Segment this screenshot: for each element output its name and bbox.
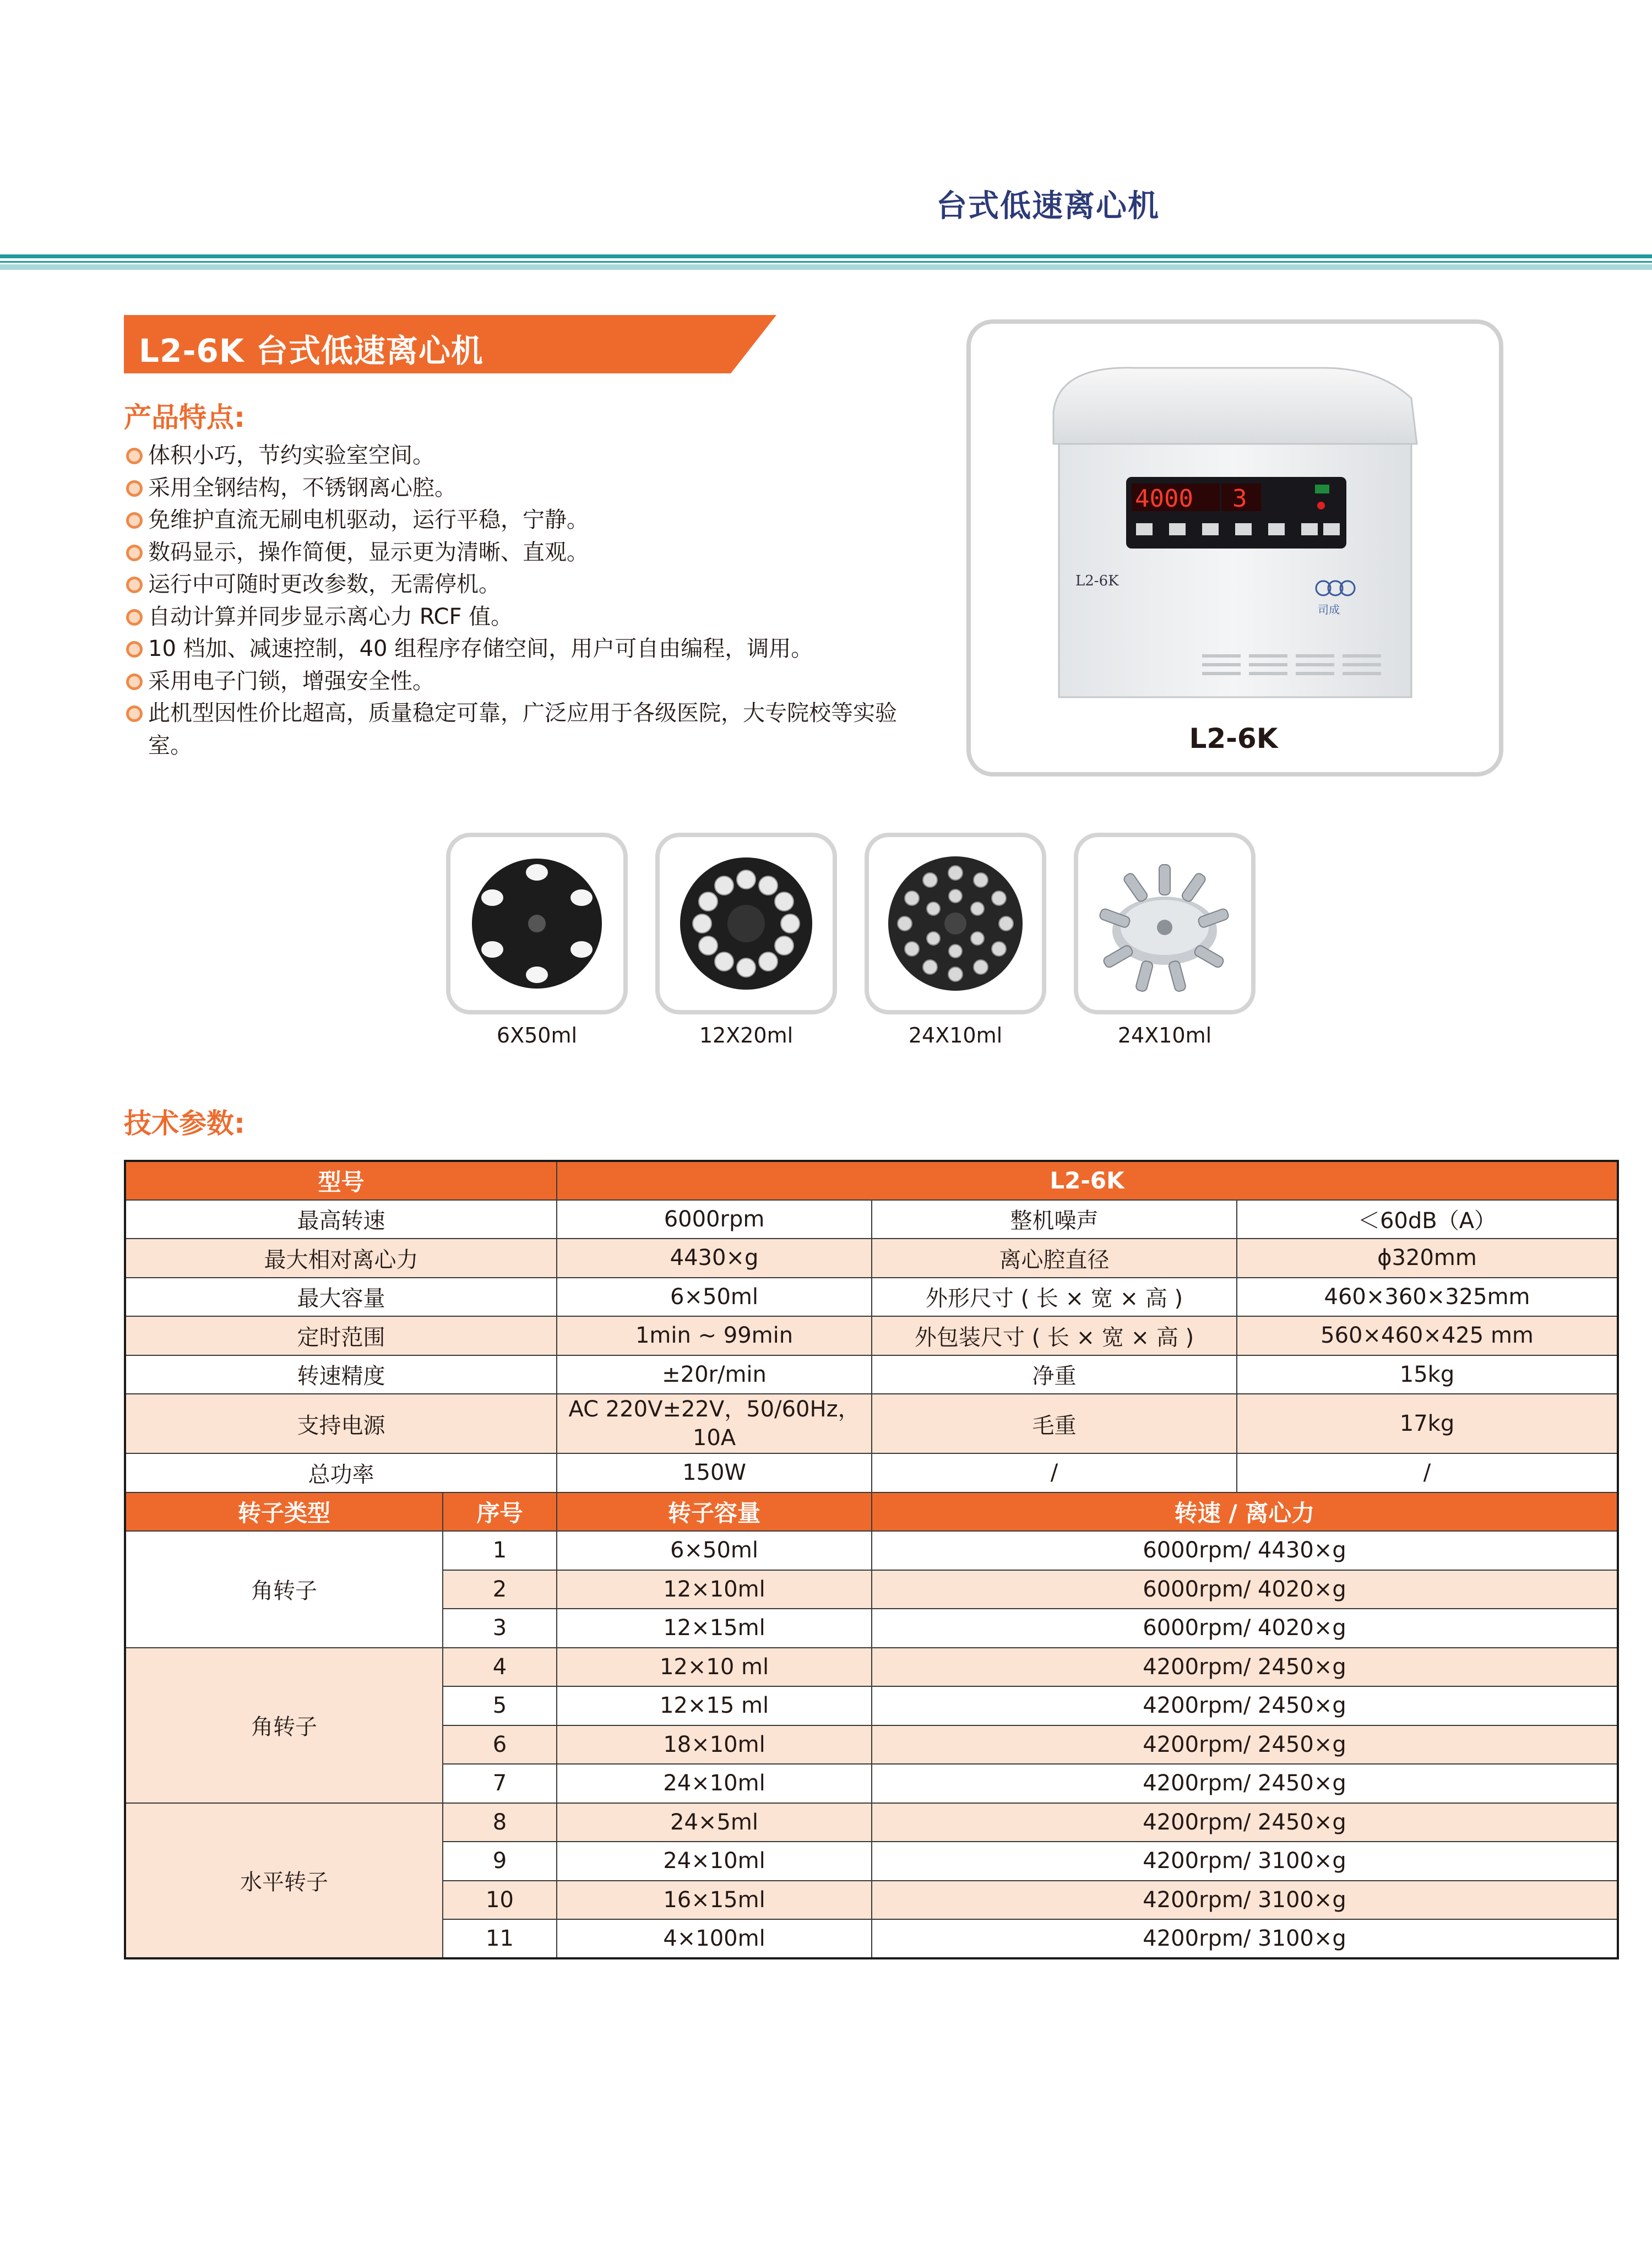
feature-item: 数码显示，操作简便，显示更为清晰、直观。	[124, 536, 950, 569]
spec-value-line: AC 220V±22V，50/60Hz，	[568, 1397, 860, 1422]
rotor-no: 11	[443, 1919, 557, 1958]
brand-logo-text: 司成	[1318, 603, 1340, 616]
feature-list	[124, 439, 950, 762]
rotor-capacity: 24×5ml	[557, 1803, 872, 1842]
spec-key: 净重	[872, 1355, 1237, 1394]
rotor-no: 9	[443, 1842, 557, 1881]
specs-heading: 技术参数:	[124, 1108, 245, 1139]
rotor-no: 7	[443, 1764, 557, 1803]
spec-value: 4430×g	[557, 1239, 872, 1278]
features-heading: 产品特点:	[124, 401, 245, 433]
rotor-caption: 24X10ml	[1117, 1023, 1212, 1047]
table-row	[125, 1531, 1618, 1570]
table-row	[125, 1394, 1618, 1453]
table-row	[125, 1316, 1618, 1355]
rotor-capacity: 18×10ml	[557, 1725, 872, 1765]
spec-table	[124, 1160, 1619, 1959]
header-rule-light	[0, 264, 1652, 270]
rotor-6x50-image	[450, 837, 623, 1010]
rotor-no: 3	[443, 1609, 557, 1648]
product-banner-title: L2-6K 台式低速离心机	[139, 332, 483, 370]
rotor-capacity: 12×15 ml	[557, 1686, 872, 1725]
rotor-caption: 6X50ml	[496, 1023, 578, 1047]
table-row	[125, 1239, 1618, 1278]
table-row	[125, 1803, 1618, 1842]
rotor-swing-bucket-image	[1078, 837, 1251, 1010]
rotor-12x20-image	[660, 837, 833, 1010]
spec-value-line: 10A	[692, 1425, 736, 1451]
rotor-no: 10	[443, 1881, 557, 1920]
display-program: 3	[1232, 485, 1247, 513]
rotor-speed: 4200rpm/ 2450×g	[872, 1686, 1618, 1725]
rotor-no: 1	[443, 1531, 557, 1570]
page-title: 台式低速离心机	[936, 188, 1160, 224]
rotor-header-row	[125, 1492, 1618, 1532]
rotor-speed: 4200rpm/ 2450×g	[872, 1803, 1618, 1842]
rotor-speed: 4200rpm/ 2450×g	[872, 1725, 1618, 1765]
spec-value: 460×360×325mm	[1237, 1278, 1618, 1317]
header-model-label: 型号	[125, 1161, 557, 1200]
rotor-capacity: 6×50ml	[557, 1531, 872, 1570]
spec-value: ɸ320mm	[1237, 1239, 1618, 1278]
bullet-icon	[124, 568, 148, 600]
rotor-header-type: 转子类型	[125, 1492, 443, 1532]
rotor-capacity: 12×10ml	[557, 1570, 872, 1609]
rotor-capacity: 12×10 ml	[557, 1648, 872, 1687]
bullet-icon	[124, 601, 148, 633]
rotor-no: 6	[443, 1725, 557, 1765]
rotor-thumb	[865, 833, 1046, 1014]
spec-value: 1min ~ 99min	[557, 1316, 872, 1355]
rotor-speed: 4200rpm/ 3100×g	[872, 1919, 1618, 1958]
feature-item: 此机型因性价比超高，质量稳定可靠，广泛应用于各级医院，大专院校等实验室。	[124, 697, 917, 762]
rotor-speed: 4200rpm/ 2450×g	[872, 1764, 1618, 1803]
table-row	[125, 1453, 1618, 1492]
rotor-speed: 6000rpm/ 4430×g	[872, 1531, 1618, 1570]
rotor-type: 角转子	[125, 1531, 443, 1648]
rotor-caption: 12X20ml	[699, 1023, 794, 1047]
table-row	[125, 1648, 1618, 1687]
spec-key: 离心腔直径	[872, 1239, 1237, 1278]
bullet-icon	[124, 633, 148, 665]
bullet-icon	[124, 697, 148, 729]
bullet-icon	[124, 504, 148, 536]
header-rule-thin	[0, 261, 1652, 263]
feature-item: 免维护直流无刷电机驱动，运行平稳，宁静。	[124, 504, 950, 536]
table-row	[125, 1200, 1618, 1239]
spec-value: ＜60dB（A）	[1237, 1200, 1618, 1239]
spec-value: 17kg	[1237, 1394, 1618, 1453]
spec-value: 150W	[557, 1453, 872, 1492]
centrifuge-image	[971, 324, 1499, 772]
spec-value: 15kg	[1237, 1355, 1618, 1394]
rotor-24x10-image	[869, 837, 1042, 1010]
spec-key: 支持电源	[125, 1394, 557, 1453]
table-row	[125, 1355, 1618, 1394]
rotor-no: 5	[443, 1686, 557, 1725]
rotor-speed: 4200rpm/ 3100×g	[872, 1881, 1618, 1920]
product-photo-frame	[966, 319, 1503, 777]
spec-key: 转速精度	[125, 1355, 557, 1394]
rotor-speed: 4200rpm/ 3100×g	[872, 1842, 1618, 1881]
spec-key: 整机噪声	[872, 1200, 1237, 1239]
spec-key: 最大相对离心力	[125, 1239, 557, 1278]
bullet-icon	[124, 472, 148, 504]
rotor-speed: 6000rpm/ 4020×g	[872, 1570, 1618, 1609]
feature-item: 运行中可随时更改参数，无需停机。	[124, 568, 950, 601]
spec-value	[557, 1394, 872, 1453]
rotor-caption: 24X10ml	[908, 1023, 1003, 1047]
feature-item: 10 档加、减速控制，40 组程序存储空间，用户可自由编程，调用。	[124, 633, 950, 665]
spec-key: 最高转速	[125, 1200, 557, 1239]
feature-item: 采用电子门锁，增强安全性。	[124, 665, 950, 698]
spec-value: 560×460×425 mm	[1237, 1316, 1618, 1355]
spec-value: /	[1237, 1453, 1618, 1492]
feature-item: 自动计算并同步显示离心力 RCF 值。	[124, 601, 950, 633]
panel-model-label: L2-6K	[1075, 573, 1119, 589]
rotor-header-no: 序号	[443, 1492, 557, 1532]
spec-key: /	[872, 1453, 1237, 1492]
bullet-icon	[124, 665, 148, 697]
rotor-capacity: 24×10ml	[557, 1764, 872, 1803]
rotor-speed: 6000rpm/ 4020×g	[872, 1609, 1618, 1648]
feature-item: 采用全钢结构，不锈钢离心腔。	[124, 472, 950, 504]
table-header-row	[125, 1161, 1618, 1200]
rotor-capacity: 16×15ml	[557, 1881, 872, 1920]
spec-value: 6×50ml	[557, 1278, 872, 1317]
rotor-thumb	[1074, 833, 1256, 1014]
rotor-type: 水平转子	[125, 1803, 443, 1958]
rotor-type: 角转子	[125, 1648, 443, 1803]
spec-value: ±20r/min	[557, 1355, 872, 1394]
rotor-header-capacity: 转子容量	[557, 1492, 872, 1532]
rotor-no: 2	[443, 1570, 557, 1609]
rotor-no: 4	[443, 1648, 557, 1687]
spec-key: 外包装尺寸 ( 长 × 宽 × 高 )	[872, 1316, 1237, 1355]
spec-value: 6000rpm	[557, 1200, 872, 1239]
table-row	[125, 1278, 1618, 1317]
spec-key: 最大容量	[125, 1278, 557, 1317]
bullet-icon	[124, 439, 148, 471]
spec-key: 毛重	[872, 1394, 1237, 1453]
rotor-header-speed: 转速 / 离心力	[872, 1492, 1618, 1532]
rotor-capacity: 4×100ml	[557, 1919, 872, 1958]
feature-item: 体积小巧，节约实验室空间。	[124, 439, 950, 472]
bullet-icon	[124, 536, 148, 568]
rotor-thumb	[655, 833, 837, 1014]
spec-key: 外形尺寸 ( 长 × 宽 × 高 )	[872, 1278, 1237, 1317]
rotor-thumb	[446, 833, 628, 1014]
rotor-no: 8	[443, 1803, 557, 1842]
rotor-capacity: 12×15ml	[557, 1609, 872, 1648]
spec-key: 总功率	[125, 1453, 557, 1492]
product-model-label: L2-6K	[1189, 723, 1278, 754]
display-speed: 4000	[1135, 485, 1193, 513]
rotor-capacity: 24×10ml	[557, 1842, 872, 1881]
rotor-speed: 4200rpm/ 2450×g	[872, 1648, 1618, 1687]
header-model-value: L2-6K	[557, 1161, 1618, 1200]
spec-key: 定时范围	[125, 1316, 557, 1355]
header-rule	[0, 254, 1652, 258]
